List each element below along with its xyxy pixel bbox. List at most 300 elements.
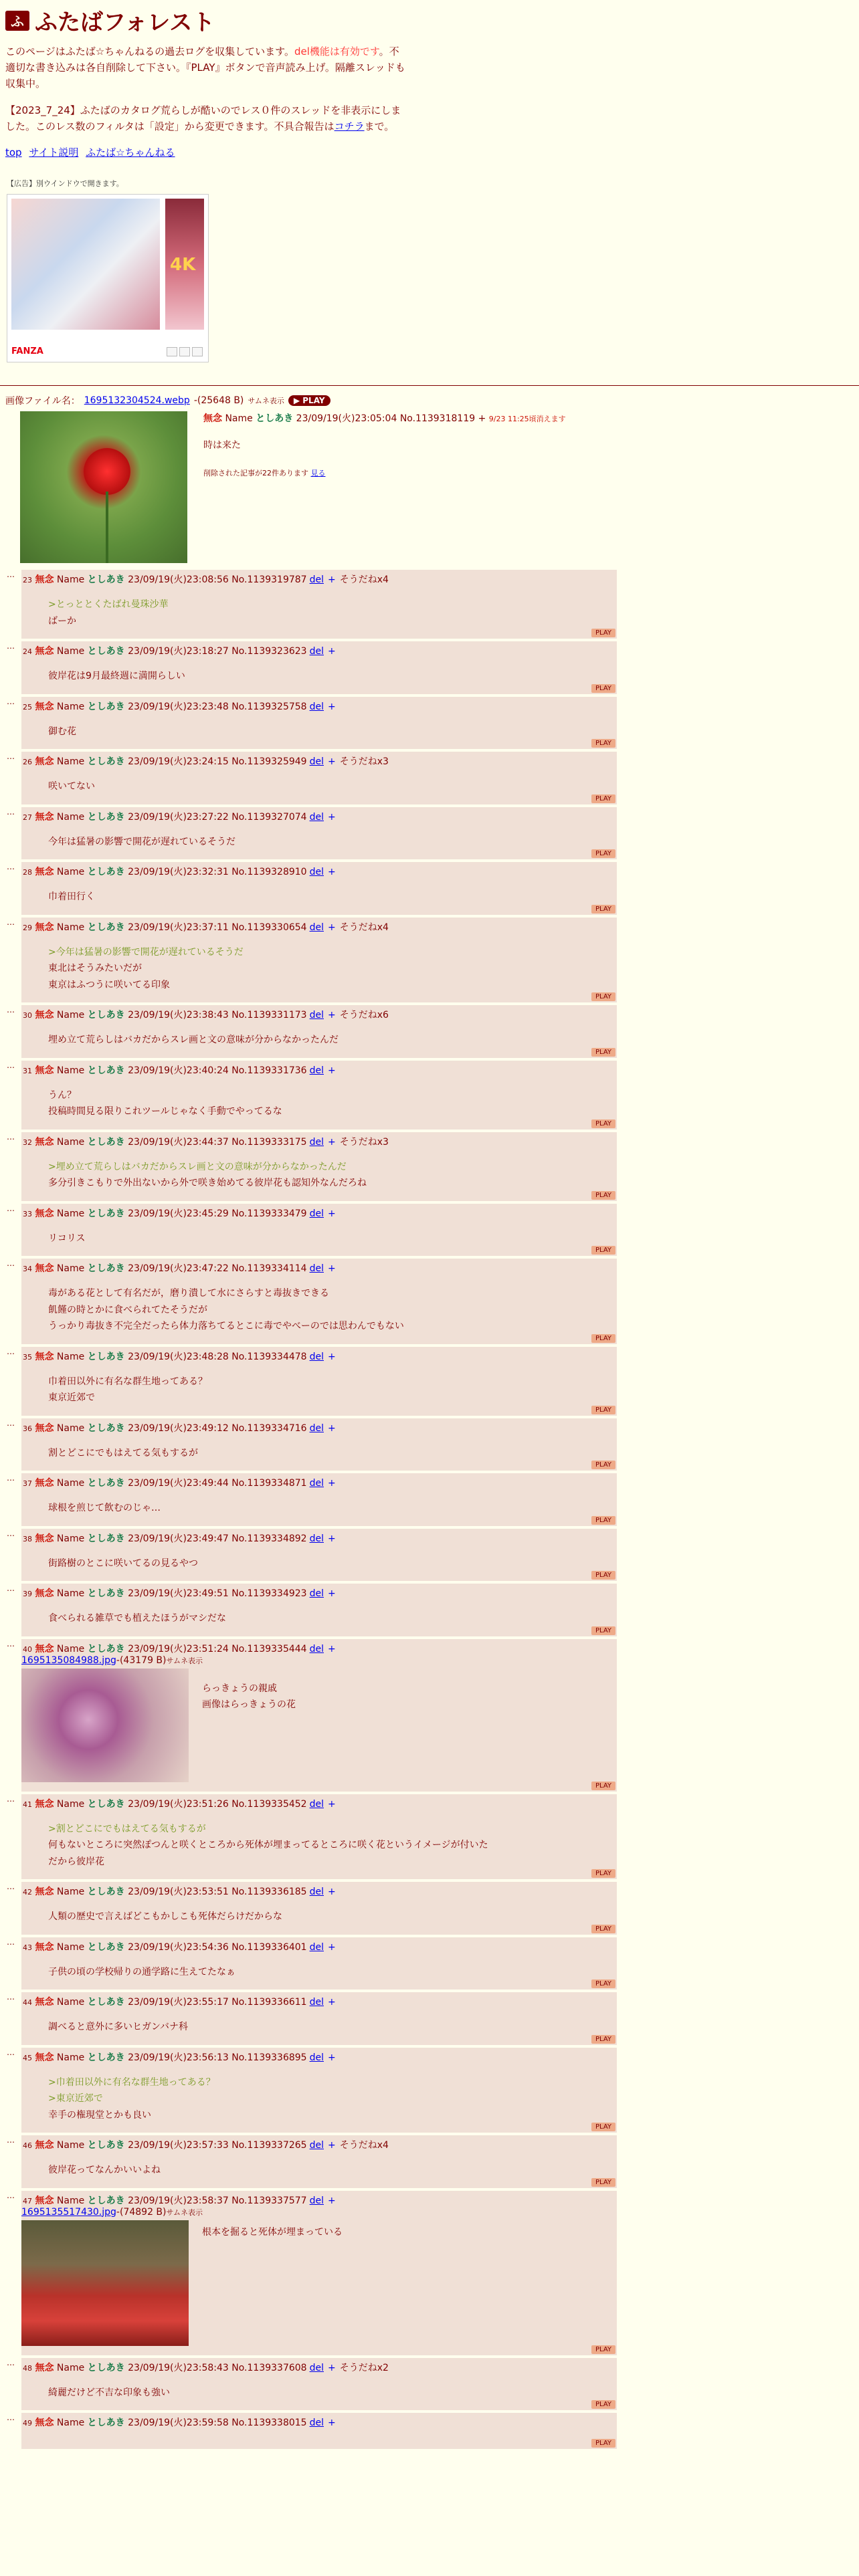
reply-mark: … [7,1794,15,1804]
reply-post [21,2413,617,2449]
reply-image[interactable] [21,2220,189,2346]
op-file-line [5,394,859,407]
reply-post [21,1259,617,1344]
reply-index: 49 [23,2419,32,2428]
del-button[interactable]: del [309,756,324,767]
reply-mark: … [7,917,15,927]
reply-header [21,1586,617,1600]
op-play-button[interactable]: ▶ PLAY [288,395,330,406]
play-button[interactable]: PLAY [591,739,615,748]
del-notice: del機能は有効です [294,45,379,58]
del-button[interactable]: del [309,1588,324,1599]
reply-subject: 無念 [35,2362,54,2373]
reply-mark: … [7,1418,15,1428]
plus-button[interactable]: + [327,701,336,712]
quote-line: >今年は猛暑の影響で開花が遅れているそうだ [48,946,244,958]
reply-post [21,807,617,860]
del-button[interactable]: del [309,646,324,657]
plus-button[interactable]: + [327,1010,336,1021]
soudane-count[interactable]: そうだねx6 [339,1010,389,1021]
reply-file-size: -(74892 B) [116,2206,167,2218]
reply-date: 23/09/19(火)23:57:33 [128,2140,229,2151]
del-button[interactable]: del [309,574,324,585]
reply-name: としあき [87,2362,125,2373]
del-button[interactable]: del [309,922,324,933]
ad-4k-badge: 4K [170,255,196,275]
ad-control-icon[interactable] [192,347,203,356]
flower-stem [106,492,108,563]
reply-mark: … [7,641,15,651]
reply-mark: … [7,1060,15,1070]
del-button[interactable]: del [309,1010,324,1021]
reply-wrapper [7,1529,859,1584]
reply-name-label: Name [56,2140,85,2151]
soudane-count[interactable]: そうだねx4 [339,922,389,933]
play-button[interactable]: PLAY [591,1571,615,1580]
del-button[interactable]: del [309,1065,324,1076]
reply-thumb-note: サムネ表示 [166,1656,203,1665]
reply-number: No.1139337265 [231,2140,307,2151]
reply-name: としあき [87,1136,125,1148]
del-button[interactable]: del [309,1643,324,1654]
reply-post [21,1794,617,1880]
reply-index: 26 [23,758,32,766]
play-button[interactable]: PLAY [591,905,615,914]
plus-button[interactable]: + [327,1997,336,2008]
reply-subject: 無念 [35,1010,54,1021]
site-logo[interactable]: ふ [5,11,29,31]
op-expire: 9/23 11:25頃消えます [488,415,566,423]
play-button[interactable]: PLAY [591,1119,615,1128]
reply-wrapper [7,1992,859,2048]
op-image[interactable] [20,411,187,563]
reply-date: 23/09/19(火)23:56:13 [128,2052,229,2063]
reply-index: 33 [23,1209,32,1218]
play-button[interactable]: PLAY [591,2035,615,2044]
plus-button[interactable]: + [327,1208,336,1219]
reply-name: としあき [87,1941,125,1953]
reply-index: 27 [23,813,32,822]
reply-post [21,752,617,804]
play-button[interactable]: PLAY [591,1869,615,1878]
reply-name-label: Name [56,1422,85,1434]
reply-name-label: Name [56,1997,85,2008]
play-button[interactable]: PLAY [591,2439,615,2448]
reply-number: No.1139331173 [231,1010,307,1021]
reply-date: 23/09/19(火)23:47:22 [128,1263,229,1274]
plus-button[interactable]: + [327,1588,336,1599]
plus-button[interactable]: + [327,1887,336,1897]
reply-date: 23/09/19(火)23:55:17 [128,1997,229,2008]
del-button[interactable]: del [309,2362,324,2373]
reply-wrapper [7,1584,859,1639]
reply-subject: 無念 [35,1263,54,1274]
play-button[interactable]: PLAY [591,1048,615,1057]
nav-futaba-link[interactable]: ふたば☆ちゃんねる [86,146,175,158]
play-button[interactable]: PLAY [591,794,615,803]
reply-mark: … [7,1203,15,1213]
reply-mark: … [7,2135,15,2145]
reply-mark: … [7,1937,15,1947]
reply-number: No.1139336185 [231,1887,307,1897]
reply-file-link[interactable]: 1695135084988.jpg [21,1654,116,1666]
plus-button[interactable]: + [327,1263,336,1274]
reply-mark: … [7,1528,15,1538]
reply-name-label: Name [56,1136,85,1148]
header-divider [0,385,859,386]
reply-mark: … [7,2190,15,2200]
reply-name: としあき [87,1798,125,1810]
op-number: No.1139318119 [399,413,476,424]
reply-name-label: Name [56,1263,85,1274]
del-button[interactable]: del [309,1351,324,1362]
reply-index: 47 [23,2196,32,2206]
soudane-count[interactable]: そうだねx2 [339,2362,389,2373]
del-button[interactable]: del [309,1798,324,1810]
reply-body [21,713,617,740]
reply-mark: … [7,1638,15,1648]
op-body [203,411,566,563]
nav-about-link[interactable]: サイト説明 [29,146,79,158]
reply-header [21,572,617,586]
reply-post [21,1937,617,1990]
reply-body [21,1489,617,1517]
reply-name: としあき [87,2195,125,2206]
reply-name: としあき [87,646,125,657]
del-button[interactable]: del [309,2418,324,2428]
reply-list [0,570,859,2452]
play-button[interactable]: PLAY [591,1246,615,1255]
reply-body [21,2374,617,2401]
del-button[interactable]: del [309,701,324,712]
reply-name: としあき [87,1533,125,1544]
reply-number: No.1139334871 [231,1478,307,1489]
reply-header [21,1940,617,1953]
play-button[interactable]: PLAY [591,629,615,637]
plus-button[interactable]: + [327,1798,336,1810]
reply-subject: 無念 [35,1065,54,1076]
del-button[interactable]: del [309,1208,324,1219]
site-title[interactable]: ふたばフォレスト [35,9,215,36]
reply-header [21,1206,617,1220]
reply-index: 36 [23,1424,32,1433]
reply-post [21,2358,617,2411]
reply-number: No.1139338015 [231,2418,307,2428]
bug-report-link[interactable]: コチラ [334,120,365,132]
reply-name-label: Name [56,1798,85,1810]
ad-label: 【広告】別ウインドウで開きます。 [7,179,124,188]
play-button[interactable]: PLAY [591,1626,615,1635]
reply-body [21,2429,617,2440]
reply-number: No.1139327074 [231,811,307,823]
reply-index: 32 [23,1138,32,1147]
del-button[interactable]: del [309,811,324,823]
play-button[interactable]: PLAY [591,1516,615,1525]
reply-wrapper [7,862,859,918]
ad-control-icon[interactable] [167,347,177,356]
play-button[interactable]: PLAY [591,1461,615,1469]
play-button[interactable]: PLAY [591,2400,615,2409]
reply-index: 25 [23,702,32,712]
reply-line: 人類の歴史で言えばどこもかしこも死体だらけだからな [48,1911,282,1922]
reply-body [21,934,617,994]
reply-post [21,1882,617,1935]
top-nav [5,145,854,159]
reply-header [21,1642,617,1655]
reply-subject: 無念 [35,867,54,877]
reply-index: 31 [23,1066,32,1075]
del-button[interactable]: del [309,1941,324,1953]
reply-line: 幸手の権現堂とかも良い [48,2109,151,2121]
play-button[interactable]: PLAY [591,1334,615,1343]
reply-number: No.1139334892 [231,1533,307,1544]
reply-date: 23/09/19(火)23:58:37 [128,2195,229,2206]
op-thumb-note: サムネ表示 [248,397,284,405]
play-button[interactable]: PLAY [591,684,615,693]
plus-button[interactable]: + [327,1533,336,1544]
soudane-count[interactable]: そうだねx4 [339,574,389,585]
reply-mark: … [7,1992,15,2002]
plus-button[interactable]: + [327,1941,336,1953]
reply-header [21,1350,617,1363]
play-button[interactable]: PLAY [591,992,615,1001]
reply-number: No.1139325758 [231,701,307,712]
reply-index: 41 [23,1800,32,1809]
reply-header [21,700,617,713]
soudane-count[interactable]: そうだねx3 [339,756,389,767]
reply-name-label: Name [56,756,85,767]
reply-body [21,2151,617,2179]
reply-subject: 無念 [35,1887,54,1897]
reply-index: 24 [23,647,32,656]
reply-subject: 無念 [35,1478,54,1489]
reply-wrapper [7,2191,859,2358]
reply-name: としあき [87,2052,125,2063]
plus-button[interactable]: + [327,2052,336,2063]
reply-subject: 無念 [35,1798,54,1810]
reply-wrapper [7,918,859,1006]
ad-banner[interactable] [7,194,209,362]
play-button[interactable]: PLAY [591,2123,615,2131]
reply-header [21,1261,617,1275]
plus-button[interactable]: + [327,1065,336,1076]
reply-line: 投稿時間見る限りこれツールじゃなく手動でやってるな [48,1106,282,1117]
play-button[interactable]: PLAY [591,1782,615,1790]
reply-body [21,1275,617,1335]
plus-button[interactable]: + [327,811,336,823]
deleted-count: 削除された記事が22件あります [203,469,308,477]
plus-button[interactable]: + [327,2195,336,2206]
del-button[interactable]: del [309,2052,324,2063]
reply-body [21,2064,617,2124]
del-button[interactable]: del [309,1887,324,1897]
op-subject: 無念 [203,413,222,424]
nav-top-link[interactable]: top [5,146,22,158]
notice-text-end: まで。 [364,120,395,132]
page-header [0,0,859,362]
reply-name-label: Name [56,701,85,712]
reply-subject: 無念 [35,574,54,585]
op-file-link[interactable]: 1695132304524.webp [84,395,190,406]
reply-line: 御む花 [48,726,76,737]
reply-number: No.1139337577 [231,2195,307,2206]
reply-post [21,1061,617,1130]
reply-name: としあき [87,574,125,585]
plus-button[interactable]: + [327,2140,336,2151]
reply-wrapper [7,807,859,863]
del-button[interactable]: del [309,2140,324,2151]
plus-button[interactable]: + [327,646,336,657]
reply-body [21,1545,617,1572]
op-deleted-note [203,467,566,478]
reply-date: 23/09/19(火)23:59:58 [128,2418,229,2428]
reply-wrapper [7,1259,859,1347]
ad-control-icon[interactable] [179,347,190,356]
reply-index: 28 [23,868,32,877]
plus-button[interactable]: + [327,1136,336,1148]
site-title-row [5,4,854,37]
op-text: 時は来た [203,440,241,451]
reply-name-label: Name [56,922,85,933]
reply-mark: … [7,807,15,817]
del-button[interactable]: del [309,1136,324,1148]
reply-body [21,1363,617,1406]
reply-name: としあき [87,756,125,767]
play-button[interactable]: PLAY [591,2345,615,2354]
reply-name-label: Name [56,2362,85,2373]
show-deleted-link[interactable]: 見る [310,469,326,477]
reply-date: 23/09/19(火)23:08:56 [128,574,229,585]
reply-wrapper [7,752,859,807]
plus-button[interactable]: + [327,1351,336,1362]
play-button[interactable]: PLAY [591,2178,615,2187]
reply-name-label: Name [56,1010,85,1021]
reply-name: としあき [87,922,125,933]
del-button[interactable]: del [309,867,324,877]
plus-button[interactable]: + [327,574,336,585]
reply-number: No.1139334716 [231,1422,307,1434]
soudane-count[interactable]: そうだねx3 [339,1136,389,1148]
reply-line: 巾着田以外に有名な群生地ってある？ [48,1376,207,1387]
reply-subject: 無念 [35,1533,54,1544]
reply-body [21,657,617,685]
reply-index: 35 [23,1352,32,1362]
plus-button[interactable]: + [327,2418,336,2428]
reply-line: 多分引きこもりで外出ないから外で咲き始めてる彼岸花も認知外なんだろね [48,1178,367,1188]
intro-text: このページはふたば☆ちゃんねるの過去ログを収集しています。 [5,45,294,58]
reply-subject: 無念 [35,701,54,712]
reply-subject: 無念 [35,646,54,657]
reply-name: としあき [87,1065,125,1076]
plus-button[interactable]: + [327,867,336,877]
reply-text [189,2220,343,2346]
reply-index: 37 [23,1479,32,1488]
reply-subject: 無念 [35,2140,54,2151]
play-button[interactable]: PLAY [591,1191,615,1200]
del-button[interactable]: del [309,1422,324,1434]
reply-wrapper [7,1061,859,1132]
del-button[interactable]: del [309,2195,324,2206]
reply-line: うっかり毒抜き不完全だったら体力落ちてるとこに毒でやべーのでは思わんでもない [48,1321,404,1331]
plus-button[interactable]: + [327,1643,336,1654]
reply-header [21,920,617,934]
reply-body [21,1021,617,1049]
reply-date: 23/09/19(火)23:45:29 [128,1208,229,1219]
reply-line: 咲いてない [48,781,95,792]
reply-date: 23/09/19(火)23:49:12 [128,1422,229,1434]
quote-line: >埋め立て荒らしはバカだからスレ画と文の意味が分からなかったんだ [48,1161,347,1172]
reply-number: No.1139335444 [231,1643,307,1654]
reply-line: 球根を煎じて飲むのじゃ… [48,1503,161,1513]
soudane-count[interactable]: そうだねx4 [339,2140,389,2151]
reply-mark: … [7,1132,15,1142]
play-button[interactable]: PLAY [591,1925,615,1933]
reply-subject: 無念 [35,756,54,767]
reply-post [21,697,617,750]
plus-button[interactable]: + [327,922,336,933]
reply-post [21,1584,617,1636]
reply-mark: … [7,696,15,706]
reply-body [21,1953,617,1981]
reply-number: No.1139334114 [231,1263,307,1274]
plus-button[interactable]: + [327,1422,336,1434]
play-button[interactable]: PLAY [591,1979,615,1988]
op-plus-button[interactable]: + [478,413,486,424]
quote-line: >東京近郊で [48,2093,103,2104]
op-file-label: 画像ファイル名： [5,396,80,407]
reply-header [21,810,617,823]
reply-line: 東京はふつうに咲いてる印象 [48,979,170,990]
reply-wrapper [7,1132,859,1204]
reply-line: 子供の頃の学校帰りの通学路に生えてたなぁ [48,1966,235,1977]
reply-line: だから彼岸花 [48,1856,104,1867]
play-button[interactable]: PLAY [591,849,615,858]
reply-header [21,2050,617,2064]
reply-name-label: Name [56,1533,85,1544]
reply-index: 45 [23,2053,32,2062]
reply-line: 飢饉の時とかに食べられてたそうだが [48,1304,207,1315]
reply-subject: 無念 [35,1588,54,1599]
reply-name-label: Name [56,2418,85,2428]
reply-subject: 無念 [35,1208,54,1219]
plus-button[interactable]: + [327,2362,336,2373]
reply-subject: 無念 [35,2418,54,2428]
reply-index: 42 [23,1888,32,1897]
del-button[interactable]: del [309,1533,324,1544]
reply-index: 46 [23,2141,32,2150]
reply-number: No.1139330654 [231,922,307,933]
del-button[interactable]: del [309,1478,324,1489]
reply-number: No.1139328910 [231,867,307,877]
play-button[interactable]: PLAY [591,1406,615,1414]
reply-header [21,2416,617,2429]
reply-name: としあき [87,1643,125,1654]
del-button[interactable]: del [309,1263,324,1274]
reply-name: としあき [87,1351,125,1362]
reply-index: 38 [23,1534,32,1543]
reply-number: No.1139333479 [231,1208,307,1219]
reply-index: 43 [23,1943,32,1952]
reply-file-link[interactable]: 1695135517430.jpg [21,2206,116,2218]
reply-header [21,1476,617,1489]
del-button[interactable]: del [309,1997,324,2008]
plus-button[interactable]: + [327,1478,336,1489]
reply-subject: 無念 [35,811,54,823]
reply-line: 綺麗だけど不吉な印象も強い [48,2387,170,2398]
reply-image[interactable] [21,1669,189,1782]
plus-button[interactable]: + [327,756,336,767]
reply-name-label: Name [56,574,85,585]
